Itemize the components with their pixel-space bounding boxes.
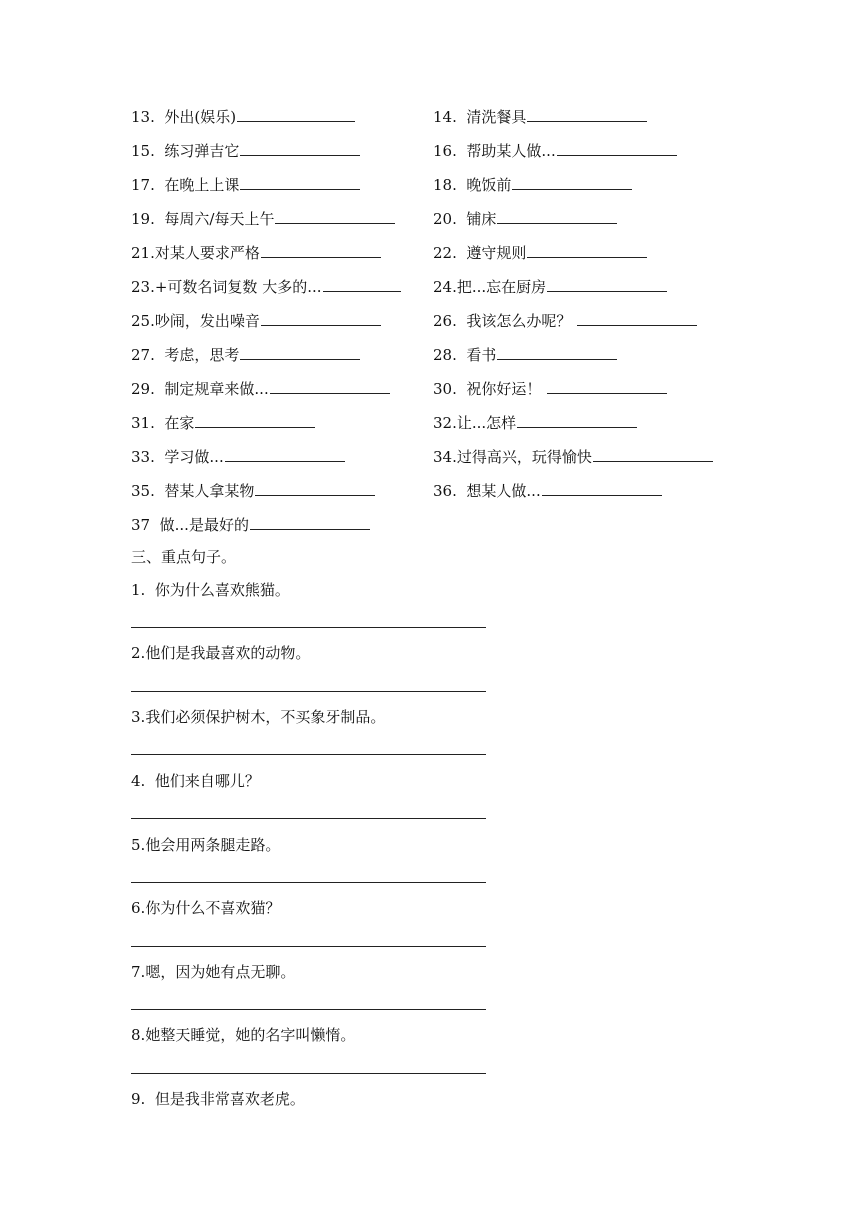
answer-blank[interactable]: [225, 446, 345, 462]
answer-blank[interactable]: [261, 242, 381, 258]
sentence-text: 他们是我最喜欢的动物。: [145, 644, 311, 662]
phrase-item: [131, 310, 381, 331]
phrase-number: 27.: [131, 346, 155, 364]
answer-blank[interactable]: [497, 208, 617, 224]
phrase-text: 祝你好运！: [466, 380, 542, 398]
phrase-number: 26.: [433, 312, 457, 330]
phrase-item: [433, 480, 662, 501]
phrase-number: 13.: [131, 108, 155, 126]
sentence-text: 他们来自哪儿？: [154, 772, 260, 790]
phrase-text: 替某人拿某物: [164, 482, 255, 500]
phrase-text: 把...忘在厨房: [456, 278, 547, 296]
phrase-item: [131, 480, 375, 501]
answer-blank[interactable]: [547, 378, 667, 394]
phrase-text: +可数名词复数 大多的...: [154, 278, 322, 296]
phrase-number: 16.: [433, 142, 457, 160]
phrase-number: 37: [131, 516, 151, 534]
phrase-item: [433, 140, 677, 161]
phrase-number: 36.: [433, 482, 457, 500]
answer-blank[interactable]: [240, 174, 360, 190]
answer-line[interactable]: [131, 818, 486, 819]
answer-line[interactable]: [131, 691, 486, 692]
phrase-number: 17.: [131, 176, 155, 194]
phrase-number: 22.: [433, 244, 457, 262]
answer-blank[interactable]: [250, 514, 370, 530]
phrase-text: 遵守规则: [466, 244, 527, 262]
answer-blank[interactable]: [547, 276, 667, 292]
answer-blank[interactable]: [512, 174, 632, 190]
phrase-text: 学习做...: [164, 448, 224, 466]
sentence-text: 你为什么不喜欢猫？: [145, 899, 281, 917]
sentence-item: [131, 1089, 305, 1109]
sentence-item: [131, 707, 385, 727]
answer-line[interactable]: [131, 882, 486, 883]
answer-blank[interactable]: [527, 242, 647, 258]
answer-blank[interactable]: [527, 106, 647, 122]
phrase-item: [131, 378, 390, 399]
section-heading: 三、重点句子。: [131, 548, 237, 566]
sentence-item: [131, 771, 260, 791]
answer-line[interactable]: [131, 627, 486, 628]
phrase-number: 34.: [433, 448, 457, 466]
sentence-number: 1.: [131, 581, 146, 599]
phrase-number: 25.: [131, 312, 155, 330]
phrase-item: [131, 276, 401, 297]
answer-blank[interactable]: [240, 344, 360, 360]
answer-blank[interactable]: [195, 412, 315, 428]
sentence-item: [131, 962, 295, 982]
phrase-number: 21.: [131, 244, 155, 262]
answer-blank[interactable]: [577, 310, 697, 326]
phrase-item: [433, 276, 667, 297]
phrase-item: [433, 208, 617, 229]
phrase-text: 晚饭前: [466, 176, 512, 194]
answer-blank[interactable]: [240, 140, 360, 156]
answer-blank[interactable]: [517, 412, 637, 428]
phrase-item: [433, 412, 637, 433]
sentence-item: [131, 1025, 355, 1045]
phrase-item: [131, 106, 355, 127]
phrase-text: 过得高兴，玩得愉快: [456, 448, 592, 466]
phrase-item: [131, 446, 345, 467]
answer-blank[interactable]: [497, 344, 617, 360]
phrase-item: [433, 310, 697, 331]
phrase-text: 想某人做...: [466, 482, 541, 500]
phrase-text: 练习弹吉它: [164, 142, 240, 160]
phrase-item: [131, 242, 381, 263]
answer-blank[interactable]: [275, 208, 395, 224]
phrase-item: [433, 242, 647, 263]
phrase-number: 28.: [433, 346, 457, 364]
sentence-item: [131, 580, 290, 600]
sentence-item: [131, 898, 280, 918]
sentence-text: 你为什么喜欢熊猫。: [154, 581, 290, 599]
phrase-item: [433, 378, 667, 399]
phrase-number: 32.: [433, 414, 457, 432]
phrase-text: 清洗餐具: [466, 108, 527, 126]
phrase-number: 14.: [433, 108, 457, 126]
sentence-text: 她整天睡觉，她的名字叫懒惰。: [145, 1026, 356, 1044]
answer-line[interactable]: [131, 754, 486, 755]
phrase-item: [433, 174, 632, 195]
phrase-item: [433, 446, 713, 467]
phrase-text: 做...是最好的: [159, 516, 249, 534]
answer-blank[interactable]: [557, 140, 677, 156]
phrase-item: [131, 344, 360, 365]
phrase-text: 每周六/每天上午: [164, 210, 275, 228]
answer-blank[interactable]: [261, 310, 381, 326]
sentence-item: [131, 643, 310, 663]
sentence-number: 6.: [131, 899, 146, 917]
phrase-number: 19.: [131, 210, 155, 228]
phrase-number: 23.: [131, 278, 155, 296]
answer-blank[interactable]: [542, 480, 662, 496]
sentence-number: 5.: [131, 836, 146, 854]
sentence-number: 4.: [131, 772, 146, 790]
sentence-number: 8.: [131, 1026, 146, 1044]
phrase-text: 在晚上上课: [164, 176, 240, 194]
sentence-text: 但是我非常喜欢老虎。: [154, 1090, 305, 1108]
phrase-item: [131, 174, 360, 195]
phrase-text: 帮助某人做...: [466, 142, 556, 160]
phrase-number: 33.: [131, 448, 155, 466]
sentence-number: 7.: [131, 963, 146, 981]
sentence-text: 嗯，因为她有点无聊。: [145, 963, 296, 981]
answer-line[interactable]: [131, 946, 486, 947]
answer-line[interactable]: [131, 1009, 486, 1010]
phrase-text: 铺床: [466, 210, 497, 228]
phrase-text: 制定规章来做...: [164, 380, 269, 398]
answer-blank[interactable]: [323, 276, 401, 292]
phrase-item: [131, 208, 395, 229]
phrase-text: 对某人要求严格: [154, 244, 260, 262]
phrase-number: 31.: [131, 414, 155, 432]
phrase-text: 让...怎样: [456, 414, 517, 432]
phrase-item: [131, 514, 370, 535]
answer-blank[interactable]: [593, 446, 713, 462]
phrase-text: 在家: [164, 414, 195, 432]
phrase-number: 30.: [433, 380, 457, 398]
phrase-number: 15.: [131, 142, 155, 160]
sentence-item: [131, 835, 280, 855]
sentence-number: 3.: [131, 708, 146, 726]
phrase-text: 我该怎么办呢？: [466, 312, 572, 330]
sentence-number: 9.: [131, 1090, 146, 1108]
sentence-number: 2.: [131, 644, 146, 662]
phrase-number: 24.: [433, 278, 457, 296]
answer-line[interactable]: [131, 1073, 486, 1074]
answer-blank[interactable]: [270, 378, 390, 394]
sentence-text: 他会用两条腿走路。: [145, 836, 281, 854]
phrase-item: [433, 344, 617, 365]
phrase-text: 外出(娱乐): [164, 108, 237, 126]
sentence-text: 我们必须保护树木，不买象牙制品。: [145, 708, 386, 726]
phrase-item: [131, 412, 315, 433]
phrase-number: 18.: [433, 176, 457, 194]
phrase-text: 看书: [466, 346, 497, 364]
phrase-text: 吵闹，发出噪音: [154, 312, 260, 330]
phrase-number: 29.: [131, 380, 155, 398]
phrase-number: 35.: [131, 482, 155, 500]
phrase-number: 20.: [433, 210, 457, 228]
phrase-text: 考虑，思考: [164, 346, 240, 364]
answer-blank[interactable]: [255, 480, 375, 496]
phrase-item: [433, 106, 647, 127]
phrase-item: [131, 140, 360, 161]
answer-blank[interactable]: [237, 106, 355, 122]
